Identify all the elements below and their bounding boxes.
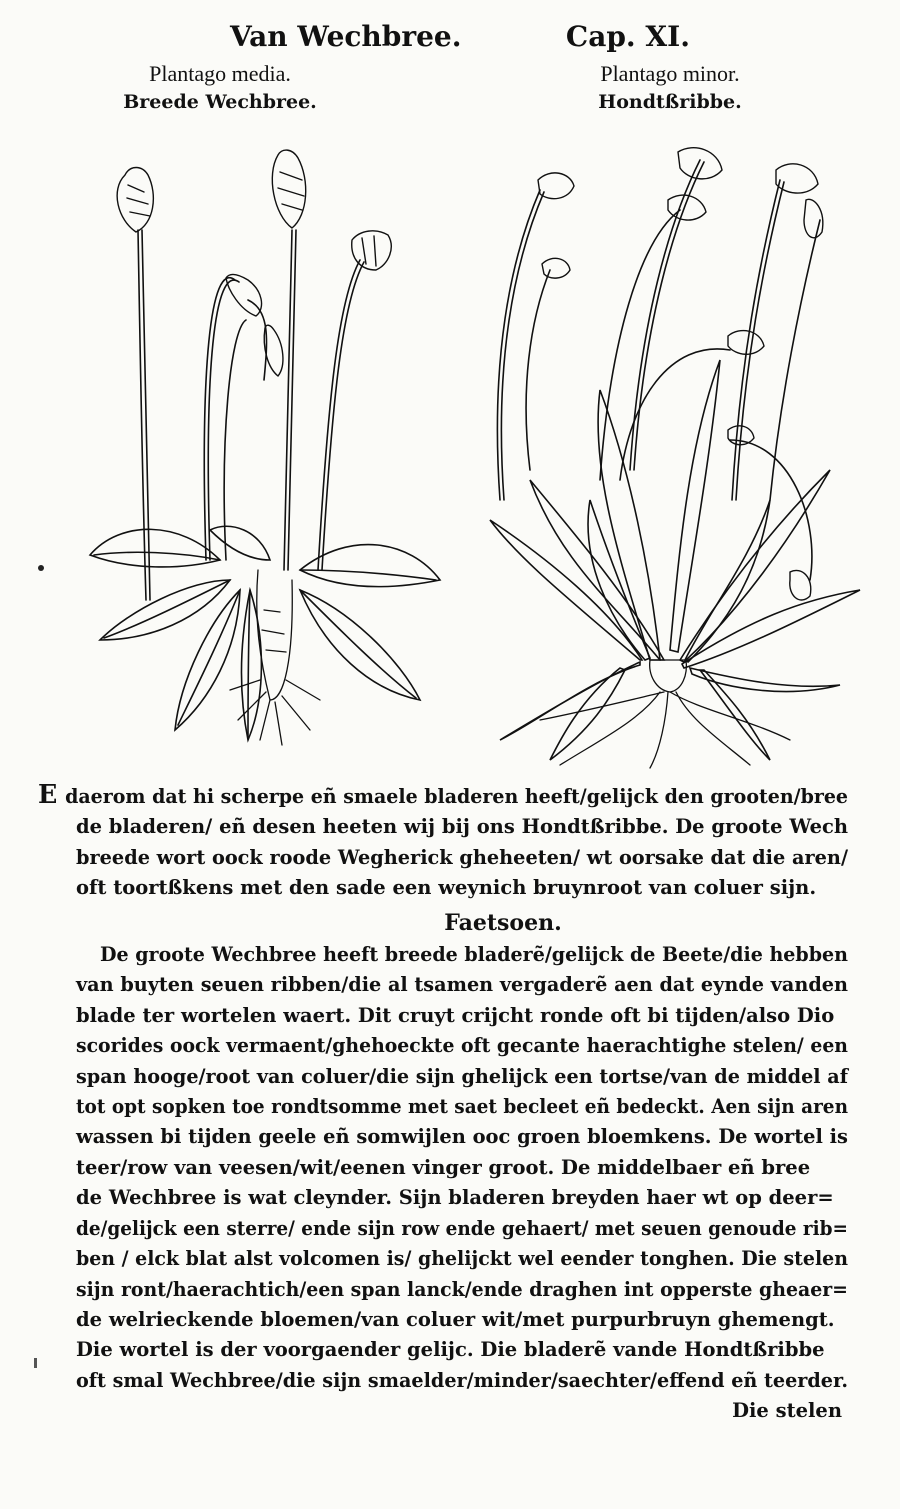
text-line: wassen bi tijden geele eñ somwijlen ooc groen bloemkens. De wortel is bbox=[76, 1125, 848, 1149]
text-line bbox=[38, 780, 848, 812]
chapter-number: Cap. XI. bbox=[565, 20, 690, 53]
flower-spike bbox=[117, 150, 391, 376]
rosette-leaves bbox=[490, 360, 860, 760]
section-heading: Faetsoen. bbox=[444, 909, 562, 936]
text-line: ben / elck blat alst volcomen is/ ghelijckt wel eender tonghen. Die stelen bbox=[76, 1247, 848, 1271]
text-line: de/gelijck een sterre/ ende sijn row ende gehaert/ met seuen genoude rib= bbox=[76, 1216, 848, 1240]
text-line: van buyten seuen ribben/die al tsamen vergaderẽ aen dat eynde vanden bbox=[76, 973, 848, 997]
text-line: de Wechbree is wat cleynder. Sijn bladeren breyden haer wt op deer= bbox=[76, 1186, 834, 1210]
main-paragraph bbox=[38, 940, 848, 1427]
caption-latin-name: Plantago minor. bbox=[600, 61, 740, 86]
text-line: sijn ront/haerachtich/een span lanck/ende draghen int opperste gheaer= bbox=[76, 1277, 848, 1301]
text-line: teer/row van veesen/wit/eenen vinger groot. De middelbaer eñ bree bbox=[76, 1155, 811, 1179]
text-line: Die wortel is der voorgaender gelijc. Die bladerẽ vande Hondtßribbe bbox=[76, 1338, 825, 1362]
running-head-title: Van Wechbree. bbox=[230, 20, 462, 53]
catchword: Die stelen bbox=[732, 1399, 842, 1423]
running-head bbox=[230, 20, 690, 56]
intro-paragraph bbox=[38, 780, 848, 904]
text-line: oft toortßkens met den sade een weynich bruynroot van coluer sijn. bbox=[76, 876, 817, 900]
text-line: de bladeren/ eñ desen heeten wij bij ons Hondtßribbe. De groote Wech bbox=[76, 815, 848, 839]
caption-dutch-name: Hondtßribbe. bbox=[598, 91, 742, 113]
text-line: tot opt sopken toe rondtsomme met saet becleet eñ bedeckt. Aen sijn aren bbox=[76, 1095, 848, 1119]
figure-caption-right bbox=[560, 60, 780, 116]
woodcut-plantago-media bbox=[70, 140, 450, 760]
text-line: De groote Wechbree heeft breede bladerẽ/gelijck de Beete/die hebben bbox=[100, 943, 848, 967]
rosette-leaves bbox=[90, 526, 440, 740]
margin-tick bbox=[34, 1358, 37, 1368]
body-text bbox=[38, 780, 848, 1427]
text-line: span hooge/root van coluer/die sijn ghelijck een tortse/van de middel af bbox=[76, 1064, 848, 1088]
text-line: breede wort oock roode Wegherick gheheeten/ wt oorsake dat die aren/ bbox=[76, 845, 848, 869]
figure-caption-left bbox=[110, 60, 330, 116]
caption-dutch-name: Breede Wechbree. bbox=[123, 91, 317, 113]
text-line: blade ter wortelen waert. Dit cruyt crijcht ronde oft bi tijden/also Dio bbox=[76, 1003, 835, 1027]
text-line: oft smal Wechbree/die sijn smaelder/minder/saechter/effend eñ teerder. bbox=[76, 1368, 848, 1392]
margin-dot bbox=[38, 565, 44, 571]
flower-spike bbox=[538, 148, 823, 600]
text-line: scorides oock vermaent/ghehoeckte oft gecante haerachtighe stelen/ een bbox=[76, 1034, 848, 1058]
caption-latin-name: Plantago media. bbox=[149, 61, 291, 86]
woodcut-plantago-minor bbox=[470, 140, 870, 770]
text-line-content: daerom dat hi scherpe eñ smaele bladeren heeft/gelijck den grooten/bree bbox=[65, 785, 848, 808]
text-line: de welrieckende bloemen/van coluer wit/met purpurbruyn ghemengt. bbox=[76, 1307, 835, 1331]
paragraph-mark: E bbox=[38, 780, 58, 810]
